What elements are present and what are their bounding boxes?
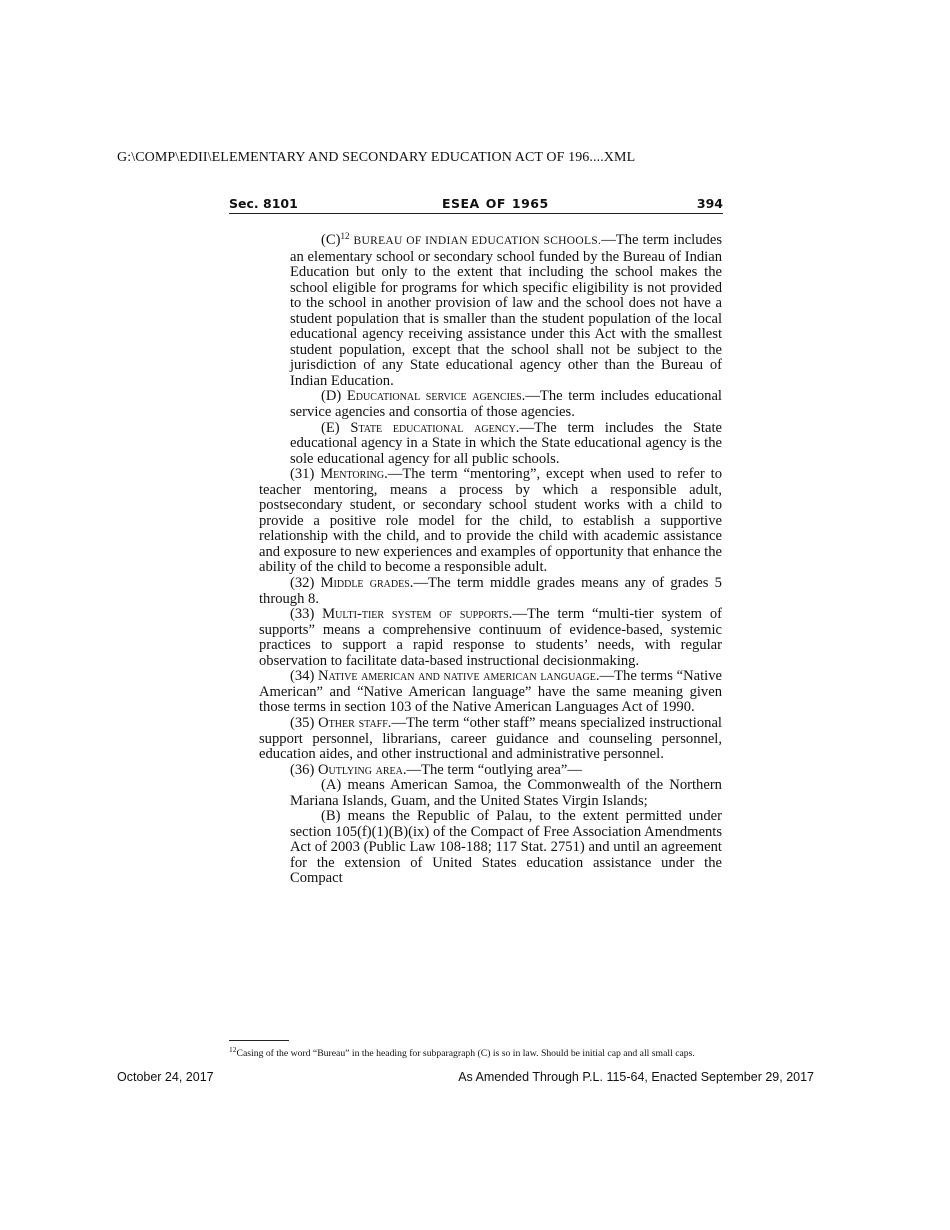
paragraph-35: (35) Other staff.—The term “other staff” means specialized instructional support personnel, librarians, career guidance and counseling personnel, education aides, and other instructional and administrative personnel.: [259, 714, 722, 763]
statute-text: [259, 233, 722, 887]
footnote: $^{12}$Casing of the word “Bureau” in the heading for subparagraph (C) is so in law. Should be initial cap and all small caps.: [229, 1045, 695, 1060]
footer-amended: As Amended Through P.L. 115-64, Enacted September 29, 2017: [458, 1070, 814, 1084]
file-path: G:\COMP\EDII\ELEMENTARY AND SECONDARY EDUCATION ACT OF 196....XML: [117, 150, 636, 165]
footer-date: October 24, 2017: [117, 1070, 214, 1084]
footnote-divider: [229, 1040, 289, 1041]
running-head: [229, 196, 723, 214]
running-title: ESEA OF 1965: [441, 196, 549, 211]
paragraph-d: (D) Educational service agencies.—The term includes educational service agencies and consortia of those agencies.: [290, 388, 722, 421]
page-number: 394: [696, 196, 723, 211]
paragraph-c: (C)$^{12}$ BUREAU OF INDIAN EDUCATION SCHOOLS.—The term includes an elementary school or secondary school funded by the Bureau of Indian Education but only to the extent that including the school makes the school eligible for programs for which specific eligibility is not provided to the school in another provision of law and the school does not have a student population that is smaller than the student population of the local educational agency receiving assistance under this Act with the smallest student population, except that the school shall not be subject to the jurisdiction of any State educational agency other than the Bureau of Indian Education.: [290, 231, 722, 389]
section-number: Sec. 8101: [229, 196, 298, 211]
paragraph-33: (33) Multi-tier system of supports.—The term “multi-tier system of supports” means a comprehensive continuum of evidence-based, systemic practices to support a rapid response to students’ needs, with regular observation to facilitate data-based instructional decisionmaking.: [259, 606, 722, 669]
paragraph-34: (34) Native american and native american language.—The terms “Native American” and “Native American language” have the same meaning given those terms in section 103 of the Native American Languages Act of 1990.: [259, 668, 722, 716]
footnote-ref: 12: [340, 231, 350, 241]
paragraph-e: (E) State educational agency.—The term includes the State educational agency in a State in which the State educational agency is the sole educational agency for all public schools.: [290, 419, 722, 467]
paragraph-36-b: (B) means the Republic of Palau, to the extent permitted under section 105(f)(1)(B)(ix) of the Compact of Free Association Amendments Act of 2003 (Public Law 108-188; 117 Stat. 2751) and until an agreement for the extension of United States education assistance under the Compact: [290, 808, 722, 887]
paragraph-36: (36) Outlying area.—The term “outlying area”—: [290, 761, 582, 778]
paragraph-32: (32) Middle grades.—The term middle grades means any of grades 5 through 8.: [259, 575, 722, 607]
paragraph-36-a: (A) means American Samoa, the Commonwealth of the Northern Mariana Islands, Guam, and the United States Virgin Islands;: [290, 777, 722, 809]
paragraph-31: (31) Mentoring.—The term “mentoring”, except when used to refer to teacher mentoring, means a process by which a responsible adult, postsecondary student, or secondary school student works with a child to provide a positive role model for the child, to establish a supportive relationship with the child, and to provide the child with academic assistance and exposure to new experiences and examples of opportunity that enhance the ability of the child to become a responsible adult.: [259, 466, 722, 576]
